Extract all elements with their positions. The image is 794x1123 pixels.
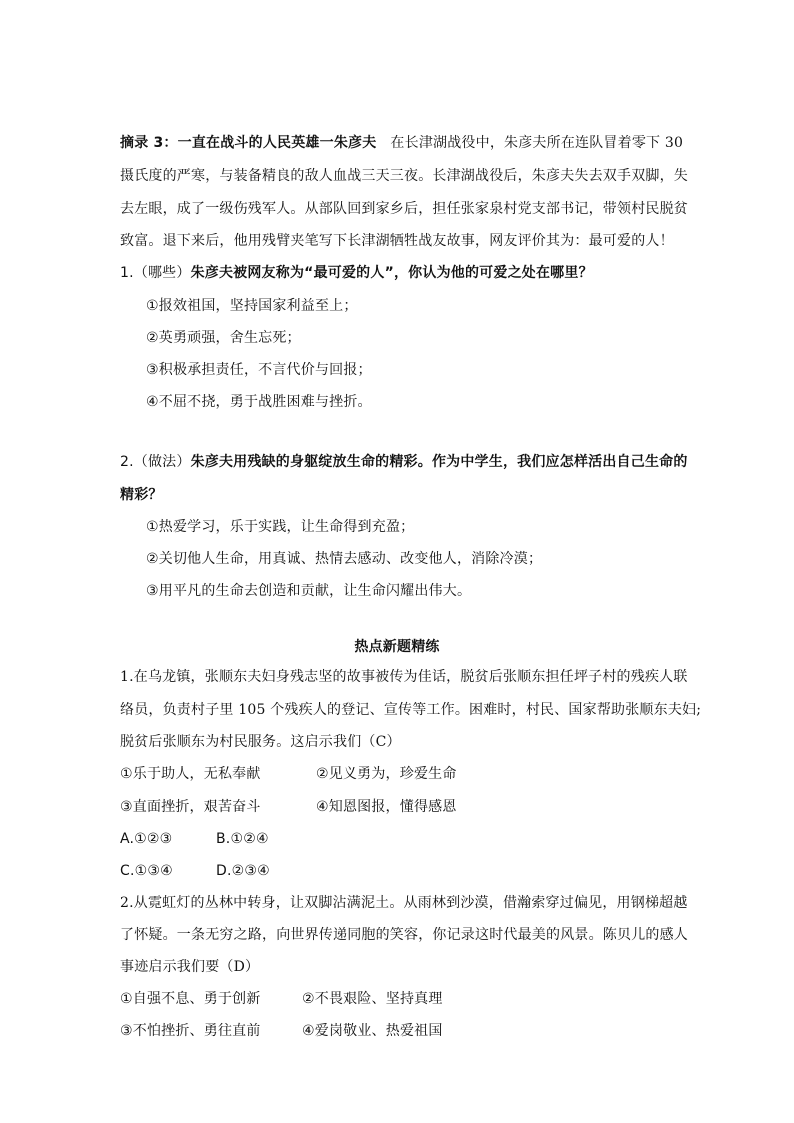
question-text: 朱彦夫被网友称为“最可爱的人”，你认为他的可爱之处在哪里？: [190, 265, 593, 281]
option-item: ②见义勇为，珍爱生命: [316, 766, 457, 782]
question-label: 2.（做法）: [120, 454, 191, 470]
excerpt-text: 在长津湖战役中，朱彦夫所在连队冒着零下 30: [390, 135, 684, 151]
excerpt-line-1: [120, 133, 684, 153]
choice-item: C.①③④: [120, 863, 173, 879]
option-item: ②不畏艰险、坚持真理: [302, 991, 443, 1007]
option-item: ④知恩图报，懂得感恩: [316, 799, 457, 815]
problem-text: 络员，负责村子里 105 个残疾人的登记、宣传等工作。困难时，村民、国家帮助张顺东夫妇;: [120, 702, 702, 718]
problem-text: 2.从霓虹灯的丛林中转身，让双脚沾满泥土。从雨林到沙漠，借瀚索穿过偏见，用钢梯超越: [120, 895, 688, 911]
option-item: ①乐于助人，无私奉献: [120, 766, 261, 782]
question-text: 朱彦夫用残缺的身躯绽放生命的精彩。作为中学生，我们应怎样活出自己生命的: [190, 454, 688, 470]
answer-item: ③积极承担责任，不言代价与回报；: [146, 362, 372, 378]
answer-item: ③用平凡的生命去创造和贡献，让生命闪耀出伟大。: [146, 583, 472, 599]
choice-item: B.①②④: [216, 831, 269, 847]
answer-item: ①热爱学习，乐于实践，让生命得到充盈；: [146, 519, 415, 535]
choice-item: A.①②③: [120, 831, 173, 847]
question-label: 1.（哪些）: [120, 265, 191, 281]
question-text: 精彩？: [120, 487, 163, 503]
option-item: ④爱岗敬业、热爱祖国: [302, 1023, 443, 1039]
answer-item: ①报效祖国，坚持国家利益至上；: [146, 298, 358, 314]
question-2: [120, 452, 688, 472]
option-item: ③直面挫折，艰苦奋斗: [120, 799, 261, 815]
answer-item: ②英勇顽强，舍生忘死；: [146, 330, 301, 346]
option-item: ③不怕挫折、勇往直前: [120, 1023, 261, 1039]
answer-item: ④不屈不挠，勇于战胜困难与挫折。: [146, 394, 372, 410]
option-item: ①自强不息、勇于创新: [120, 991, 261, 1007]
question-1: [120, 263, 680, 283]
excerpt-title: 摘录 3：一直在战斗的人民英雄一朱彦夫: [120, 135, 377, 151]
problem-text: 了怀疑。一条无穷之路，向世界传递同胞的笑容，你记录这时代最美的风景。陈贝儿的感人: [120, 927, 688, 943]
excerpt-text: 摄氏度的严寒，与装备精良的敌人血战三天三夜。长津湖战役后，朱彦夫失去双手双脚，失: [120, 168, 688, 184]
section-title: 热点新题精练: [354, 639, 440, 655]
answer-item: ②关切他人生命，用真诚、热情去感动、改变他人，消除冷漠；: [146, 551, 543, 567]
problem-text: 1.在乌龙镇，张顺东夫妇身残志坚的故事被传为佳话，脱贫后张顺东担任坪子村的残疾人联: [120, 669, 688, 685]
choice-item: D.②③④: [216, 863, 270, 879]
problem-text: 事迹启示我们要（D）: [120, 959, 260, 975]
excerpt-text: 去左眼，成了一级伤残军人。从部队回到家乡后，担任张家泉村党支部书记，带领村民脱贫: [120, 201, 688, 217]
problem-text: 脱贫后张顺东为村民服务。这启示我们（C）: [120, 734, 401, 750]
excerpt-text: 致富。退下来后，他用残臂夹笔写下长津湖牺牲战友故事，网友评价其为：最可爱的人！: [120, 233, 674, 249]
